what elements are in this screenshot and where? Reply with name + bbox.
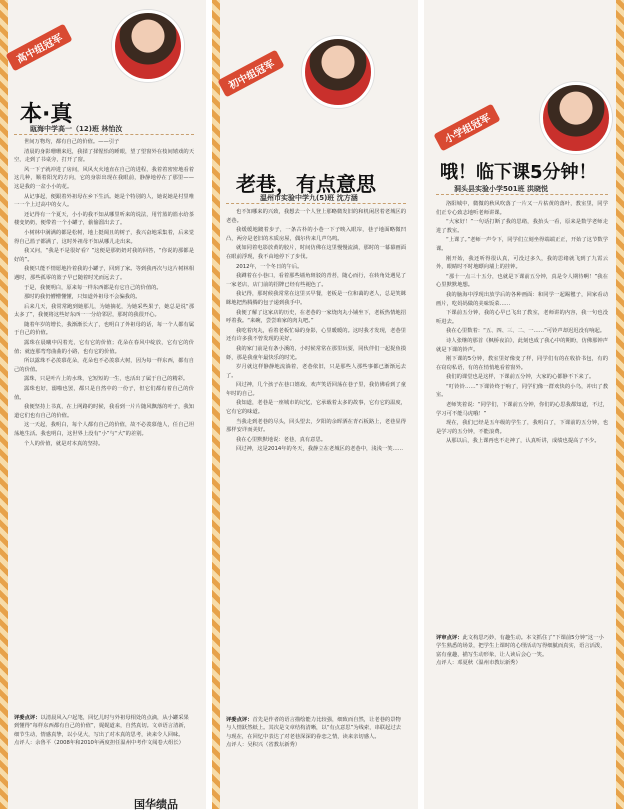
body-paragraph: 我在心里数着：“五、四、三、二、一……”可铃声却迟迟没有响起。 (446, 328, 606, 335)
body-paragraph: 个人的价值，就是对本真的坚持。 (24, 440, 104, 447)
body-paragraph: 我便只能不情愿地拎着我的小罐子，回到了家。等到我再次与这片树林相遇时，那些孤零的篮子早已随着时光而远去了。 (14, 266, 194, 281)
article-column-high-school (0, 0, 206, 809)
judge-comment (226, 716, 406, 802)
body-paragraph: 风一下子就冲进了房间，风风火火地直在自己的进程，我着着密密地看着这几种，顺着阳光的方向，它的身影出现在我眼前，静静地停在了那里——这是我的一盆小小的花。 (14, 166, 194, 190)
body-paragraph: “大家好！”一句话打断了我的思绪，我抬头一看，原来是数学老师走进了教室。 (436, 219, 608, 234)
body-paragraph: 我知道，老巷是一座城市的记忆，它承载着太多的故事，它有它的温度，它有它的味道。 (226, 400, 406, 416)
divider (14, 134, 194, 135)
body-paragraph: “上课了。”老师一声令下，同学们立刻坐得端端正正，开始了这节数学课。 (436, 237, 608, 252)
body-paragraph: 2012年，一个冬日的午后。 (236, 263, 303, 270)
body-paragraph: 老师笑着说：“同学们，下课前五分钟，你们的心思我都知道，不过，学习可不能马虎哦！” (436, 402, 608, 417)
article-title: 哦！临下课5分钟！ (440, 162, 597, 183)
body-paragraph: 所以露珠不必羡慕花朵，花朵也不必羡慕大树，因为每一样东西，都有自己的价值。 (14, 358, 194, 373)
article-body (436, 200, 608, 620)
author-photo (302, 36, 374, 108)
body-paragraph: 就如同着电影放黄的胶片，时间仿佛在这里慢慢流淌，那时的一幕幕画面在眼前浮现，我不由地停下了步伐。 (226, 245, 406, 260)
body-paragraph: 我又问，“我是不是很好看？”这便是那奶奶对我的回答，“你说的那都是好的”。 (14, 248, 194, 263)
article-column-primary-school (424, 0, 624, 809)
article-column-middle-school (212, 0, 418, 809)
comment-lead: 评审点评： (436, 635, 463, 641)
body-paragraph: 露珠也好，溺啪也罢，都只是自然中的一份子，但它们都有着自己的价值。 (14, 386, 194, 401)
judge-comment (436, 634, 608, 744)
body-paragraph: 我的家门前是有条小溪的，小时候常常在那里玩耍，同伙伴们一起捉鱼摸虾，那是我童年最快乐的时光。 (226, 345, 406, 361)
body-paragraph: 诗人张继的那首《枫桥夜泊》，此刻也成了我心中的期盼，仿佛那钟声就是下课的铃声。 (436, 337, 608, 353)
judge-comment (14, 714, 194, 800)
body-paragraph: 清晨的身影珊珊来迟，我揉了揉惺忪的睡眼，望了望窗外在枝间嬉戏的天空，走到了书桌旁，打开了窗。 (14, 148, 194, 164)
body-paragraph: 小树林中满满的都是松树，地上挺阔且的树子，我兴奋地采集着，后来觉得自己篮子都满了，这时外祖母不知从哪儿走出来。 (14, 229, 194, 245)
comment-text: 此文构思巧妙，有趣生动。本文抓住了“下课前5分钟”这一小学生熟悉的场景，把学生上课时的心理活动写得细腻而真实，语言活泼，富有童趣，描写生动形象，让人读后会心一笑。 (436, 635, 606, 658)
article-title: 老巷，有点意思 (236, 172, 376, 196)
divider (436, 194, 608, 195)
author-photo (112, 10, 184, 82)
bottom-masthead: 国华绩品 (134, 798, 178, 811)
body-paragraph: 露珠在晨曦中闪着光，它有它的价值；花朵在春风中绽放，它有它的价值；就连那弯弯曲曲的小路，也有它的价值。 (14, 340, 194, 355)
body-paragraph: 刚下课的5分钟，教室里好像变了样，同学们有的在收拾书包，有的在窃窃私语，有的在悄悄地看着窗外。 (436, 356, 608, 371)
decorative-stripe (212, 0, 220, 809)
body-paragraph: 我缓缓地踱着步子，一条古朴的小巷一下子映入眼帘，巷子地面略微凹凸，两旁是老旧的木质房屋，偶尔传来几声鸟鸣。 (226, 227, 406, 242)
article-byline: 瓯海中学高一（12)班 林怡汝 (30, 125, 123, 133)
body-paragraph: 露珠，只是叶片上的水珠，它短短的一生，也活出了属于自己的精彩。 (24, 376, 189, 383)
body-paragraph: 从记事起，便跟着外祖母在乡下生活。她是个特别的人，她说她是村里唯一一个上过高中的女人。 (14, 193, 194, 209)
award-badge: 高中组冠军 (5, 24, 72, 72)
comment-lead: 评委点评： (14, 715, 41, 721)
body-paragraph: 洛阳城中，微微的秋风吹落了一片又一片枯黄的落叶，教室里，同学们正专心致志地听老师讲课。 (436, 201, 608, 216)
decorative-stripe (616, 0, 624, 809)
body-paragraph: 我便坚持上书真，在上网路的时候，我看到一片片随风飘落的叶子，我知道它们也有自己的价值。 (14, 404, 194, 419)
body-paragraph: 我记得，那时候我常常在这里买早餐，老板是一位和蔼的老人，总是笑眯眯地把热腾腾的包子递到我手中。 (226, 291, 406, 306)
body-paragraph: 也不知哪来的兴致，我想去一个人登上那略微发旧的和机闲居着老城区的老巷。 (226, 209, 406, 224)
body-paragraph: 当我走到老巷的尽头，回头望去，夕阳的余晖洒在青石板路上，老巷显得那样安详而美好。 (226, 418, 406, 434)
body-paragraph: “叮铃铃……”下课铃终于响了，同学们像一群欢快的小鸟，冲出了教室。 (436, 383, 608, 399)
body-paragraph: 岁月就这样静静地流淌着，老巷依旧，只是那些人那些事都已渐渐远去了。 (226, 364, 406, 379)
comment-text: 首先是作者的语言描绘能力比较强，细致而自然，让老巷的景物与人情跃然纸上。其次是文章结构清晰，以“有点意思”为线索，串联起过去与现在，在回忆中表达了对老巷深深的眷恋之情，读来亲切感人。 (226, 717, 401, 740)
article-body (14, 138, 194, 708)
body-paragraph: 我的脑海中浮现出放学后的各种画面：和同学一起踢毽子，回家看动画片，吃妈妈做的美味饭菜…… (436, 291, 608, 307)
body-paragraph: “那十一点三十五分，也就是下课前五分钟，真是令人期待啊！”我在心里默默地想。 (436, 273, 608, 289)
body-paragraph: 我们的课堂也是这样，下课前五分钟，大家的心都静不下来了。 (446, 374, 595, 381)
article-body (226, 208, 406, 712)
body-paragraph: 那时的我仍懵懵懂懂，只知道外祖母不会骗我的。 (24, 294, 141, 301)
body-paragraph: 从那以后，我上课再也不走神了，认真听讲，成绩也提高了不少。 (446, 438, 600, 445)
body-paragraph: 下课前五分钟，我的心早已飞出了教室，老师讲的内容，我一句也没听进去。 (436, 310, 608, 325)
judge-name: 点评人：吴积兴（省教坛新秀） (226, 742, 301, 749)
body-paragraph: 这一天起，我明白，每个人都有自己的价值，故不必羡慕他人，任自己坦荡地生活。我也明白，这世界上没有“小”与“大”的差别。 (14, 422, 194, 437)
judge-name: 点评人：余鲁平（2008年和2010年两度担任温州中考作文阅卷大组长） (14, 740, 184, 747)
comment-text: 以清晨风入户起笔，回忆儿时与外祖母相处的点滴，从小罐采果到懂得“每样东西都有自己的价值”，娓娓道来，自然真切。文章语言清新，细节生动，情感真挚，以小见大，写出了对本真的思考，读来令人回味。 (14, 715, 189, 738)
divider (226, 203, 406, 204)
body-paragraph: 随着年岁的增长，我渐渐长大了，也明白了外祖母的话，每一个人都有属于自己的价值。 (14, 321, 194, 337)
body-paragraph: 我蹲着在小巷口，看着那些墙角斑驳的青苔，随心而行，在转角处遇见了一家老店，店门前的招牌已经有些褪色了。 (226, 273, 406, 288)
body-paragraph: 世间万物均，都有自己的价值。——引子 (24, 139, 120, 145)
article-title: 本·真 (20, 102, 73, 127)
award-badge: 小学组冠军 (433, 104, 500, 152)
article-byline: 洞头县实验小学501班 洪晓悦 (454, 185, 549, 193)
body-paragraph: 回过神，几个孩子在巷口嬉戏，欢声笑语回荡在巷子里，我仿佛看到了童年时的自己。 (226, 382, 406, 397)
judge-name: 点评人：邓夏秋（温州市教坛新秀） (436, 660, 521, 667)
award-badge: 初中组冠军 (217, 50, 284, 98)
body-paragraph: 我吃着肉丸，看着老板忙碌的身影，心里暖暖的。这时我才发现，老巷里还有许多我不曾发现的美好。 (226, 327, 406, 343)
body-paragraph: 我便了解了这家店的历史，在老巷的一家烧肉丸小铺坐下，老板热情地招呼着我。“来碗，尝尝咱家的肉丸吧。” (226, 309, 406, 325)
body-paragraph: 现在，我们已经是五年级的学生了，我明白了，下课前的五分钟，也是学习的五分钟，不能浪费。 (436, 420, 608, 435)
comment-lead: 评委点评： (226, 717, 253, 723)
body-paragraph: 刚开始，我还听得很认真，可没过多久，我的思绪就飞到了九霄云外，眼睛时不时地瞟向墙上的挂钟。 (436, 255, 608, 271)
body-paragraph: 后来几天，我常常跑到她那儿，为她摘花，为她采些果子，她总是说“那太多了”，我便将这些好东西一一分给邻居，那时的我很开心。 (14, 303, 194, 319)
body-paragraph: 我在心里默默地说：老巷，真有意思。 (236, 436, 327, 443)
author-photo (540, 82, 612, 154)
body-paragraph: 回过神，这是2014年的冬天，我静立在老城区的老巷中，浅浅一笑…… (236, 446, 404, 453)
decorative-stripe (0, 0, 8, 809)
body-paragraph: 还记得有一个夏天，小小的我不知从哪里听来的说法，用竹篮的篮水给茶楼变奶奶，便带着一个小罐子，偷偷溜出去了。 (14, 211, 194, 227)
body-paragraph: 于是，我便明白，原来每一样东西都是有它自己的价值的。 (24, 284, 162, 291)
article-byline: 温州市实验中学九(5)班 沈方涵 (260, 194, 358, 202)
